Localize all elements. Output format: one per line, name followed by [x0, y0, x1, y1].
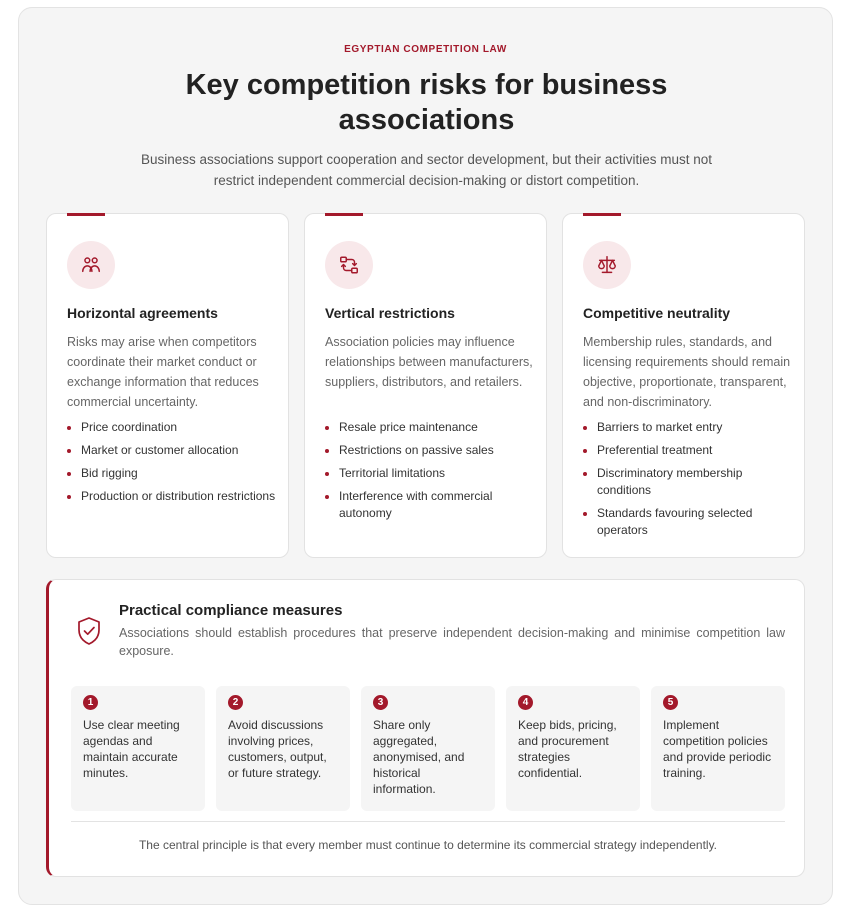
page-title: Key competition risks for business associations [185, 69, 668, 136]
people-icon [67, 241, 115, 289]
step-number-badge: 5 [663, 695, 678, 710]
step-card [216, 686, 350, 811]
compliance-description: Associations should establish procedures that preserve independent decision-making and minimise competition law exposure. [119, 626, 785, 658]
list-item: Bid rigging [67, 465, 277, 482]
risk-card-horizontal [46, 213, 289, 558]
step-text: Keep bids, pricing, and procurement strategies confidential. [518, 718, 617, 780]
step-number-badge: 4 [518, 695, 533, 710]
list-item: Resale price maintenance [325, 419, 535, 436]
card-description: Membership rules, standards, and licensing requirements should remain objective, proportionate, transparent, and non-discriminatory. [583, 335, 791, 409]
list-item: Interference with commercial autonomy [325, 488, 535, 522]
step-text: Use clear meeting agendas and maintain accurate minutes. [83, 718, 180, 780]
risk-list [325, 419, 535, 528]
list-item: Preferential treatment [583, 442, 793, 459]
list-item: Market or customer allocation [67, 442, 277, 459]
step-text: Share only aggregated, anonymised, and historical information. [373, 718, 465, 796]
step-card [361, 686, 495, 811]
section-divider [71, 821, 785, 822]
list-item: Restrictions on passive sales [325, 442, 535, 459]
risk-card-neutrality [562, 213, 805, 558]
risk-card-vertical [304, 213, 547, 558]
list-item: Standards favouring selected operators [583, 505, 793, 539]
compliance-title: Practical compliance measures [119, 602, 343, 619]
step-text: Implement competition policies and provide periodic training. [663, 718, 772, 780]
step-card [506, 686, 640, 811]
card-accent-bar [67, 213, 105, 216]
list-item: Territorial limitations [325, 465, 535, 482]
exchange-icon [325, 241, 373, 289]
list-item: Production or distribution restrictions [67, 488, 277, 505]
risk-list [583, 419, 793, 545]
list-item: Barriers to market entry [583, 419, 793, 436]
steps-list [71, 686, 785, 811]
card-title: Competitive neutrality [583, 305, 731, 321]
card-accent-bar [583, 213, 621, 216]
infographic-panel [18, 7, 833, 905]
card-description: Risks may arise when competitors coordinate their market conduct or exchange information that reduces commercial uncertainty. [67, 335, 259, 409]
scales-icon [583, 241, 631, 289]
step-number-badge: 1 [83, 695, 98, 710]
page-subtitle: Business associations support cooperation and sector development, but their activities must not restrict independent commercial decision-making or distort competition. [140, 152, 713, 188]
compliance-section [46, 579, 805, 877]
shield-check-icon [76, 616, 102, 646]
risk-list [67, 419, 277, 511]
card-title: Vertical restrictions [325, 305, 455, 321]
step-number-badge: 3 [373, 695, 388, 710]
step-card [71, 686, 205, 811]
step-number-badge: 2 [228, 695, 243, 710]
eyebrow-label: EGYPTIAN COMPETITION LAW [344, 44, 507, 55]
list-item: Discriminatory membership conditions [583, 465, 793, 499]
step-text: Avoid discussions involving prices, customers, output, or future strategy. [228, 718, 327, 780]
step-card [651, 686, 785, 811]
list-item: Price coordination [67, 419, 277, 436]
central-principle: The central principle is that every member must continue to determine its commercial strategy independently. [138, 838, 718, 852]
card-title: Horizontal agreements [67, 305, 218, 321]
card-description: Association policies may influence relationships between manufacturers, suppliers, distributors, and retailers. [325, 335, 533, 389]
card-accent-bar [325, 213, 363, 216]
